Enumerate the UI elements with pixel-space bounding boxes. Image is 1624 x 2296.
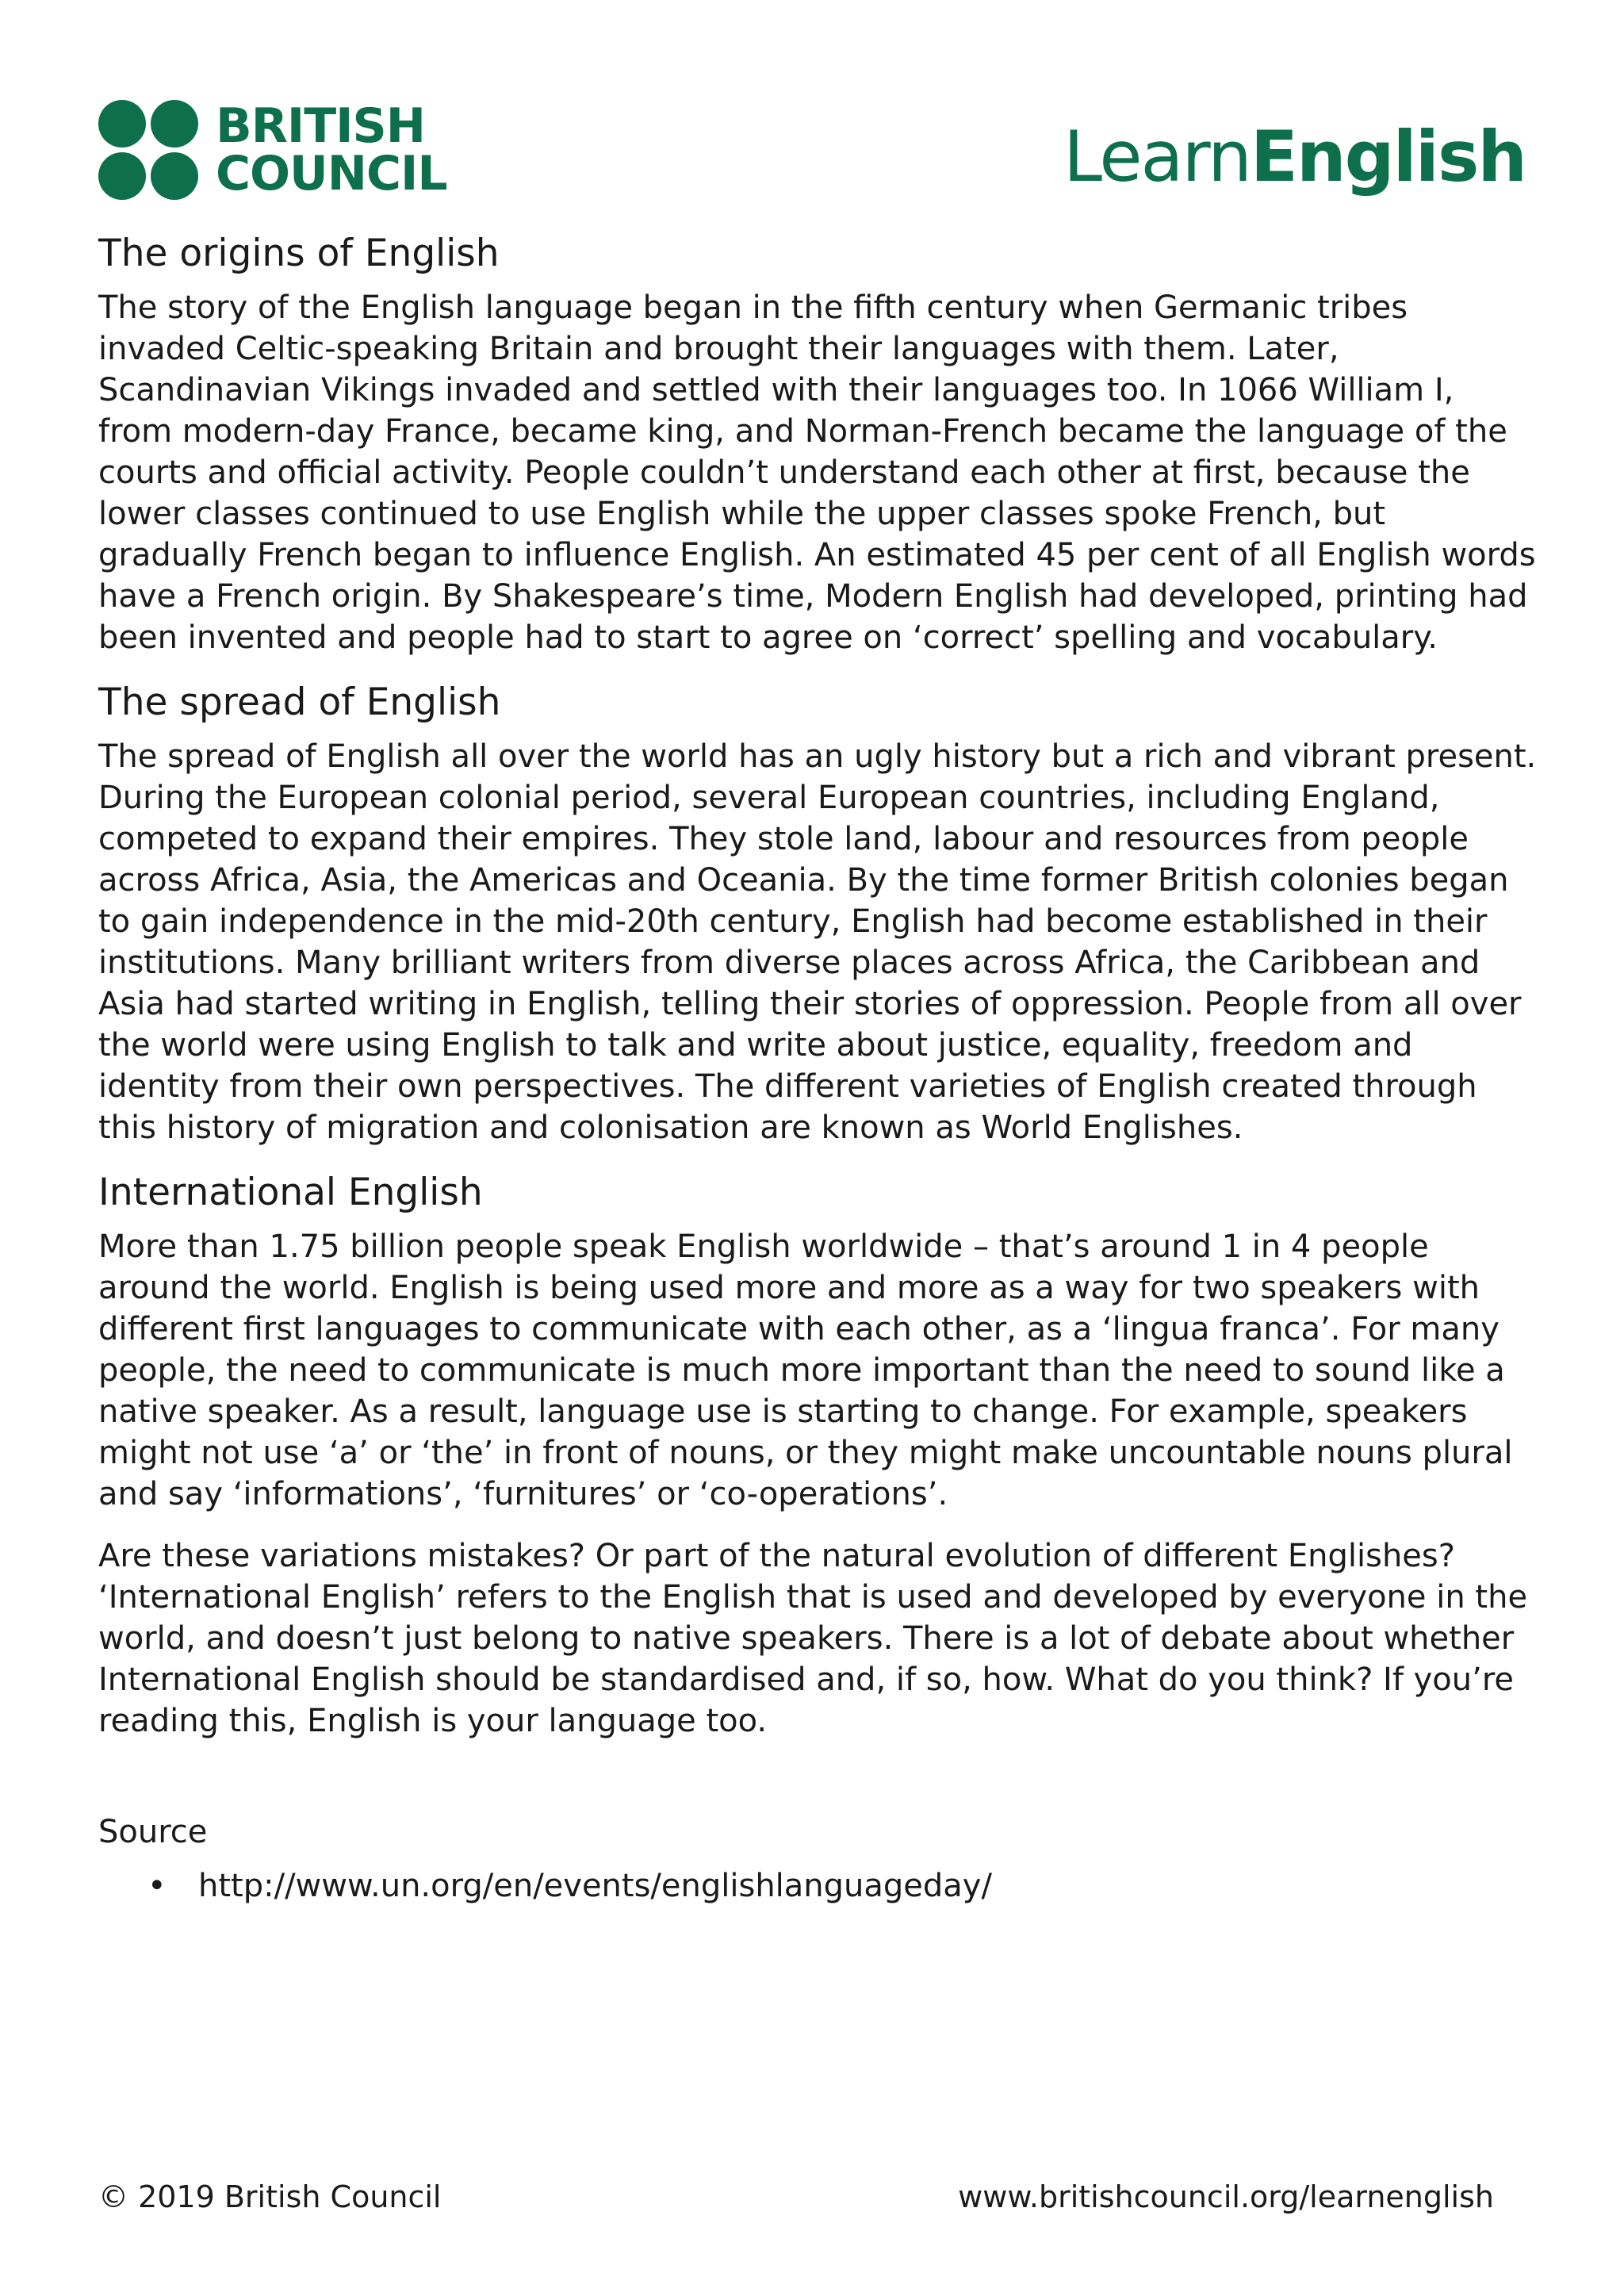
section-heading: The spread of English <box>98 680 501 724</box>
paragraph: More than 1.75 billion people speak English worldwide – that’s around 1 in 4 people around the world. English is being used more and more as a way for two speakers with different first languages to communicate with each other, as a ‘lingua franca’. For many people, the need to communicate is much more important than the need to sound like a native speaker. As a result, language use is starting to change. For example, speakers might not use ‘a’ or ‘the’ in front of nouns, or they might make uncountable nouns plural and say ‘informations’, ‘furnitures’ or ‘co-operations’. <box>98 1228 1513 1512</box>
section-origins <box>98 230 1538 658</box>
copyright-text: © 2019 British Council <box>98 2179 442 2214</box>
footer-url-link[interactable]: www.britishcouncil.org/learnenglish <box>958 2179 1494 2214</box>
section-heading: International English <box>98 1171 483 1214</box>
source-list <box>98 1865 1538 1907</box>
paragraph: The story of the English language began in the fifth century when Germanic tribes invaded Celtic-speaking Britain and brought their languages with them. Later, Scandinavian Vikings invaded and settled with their languages too. In 1066 William I, from modern-day France, became king, and Norman-French became the language of the courts and official activity. People couldn’t understand each other at first, because the lower classes continued to use English while the upper classes spoke French, but gradually French began to influence English. An estimated 45 per cent of all English words have a French origin. By Shakespeare’s time, Modern English had developed, printing had been invented and people had to start to agree on ‘correct’ spelling and vocabulary. <box>98 289 1536 656</box>
section-spread <box>98 679 1538 1148</box>
le-logo-light: Learn <box>1063 116 1251 197</box>
section-heading: The origins of English <box>98 232 500 275</box>
page-header <box>98 98 1526 201</box>
paragraph: Are these variations mistakes? Or part of the natural evolution of different Englishes? ‘International English’ refers to the English that is used and developed by everyone in the world, and doesn’t just belong to native speakers. There is a lot of debate about whether International English should be standardised and, if so, how. What do you think? If you’re reading this, English is your language too. <box>98 1538 1528 1739</box>
learnenglish-logo <box>1063 116 1526 197</box>
section-international <box>98 1169 1538 1742</box>
source-link[interactable]: • http://www.un.org/en/events/englishlanguageday/ <box>98 1865 1538 1907</box>
source-label: Source <box>98 1814 208 1850</box>
le-logo-bold: English <box>1250 116 1526 197</box>
article-content <box>98 230 1538 1907</box>
bc-logo-line2: COUNCIL <box>216 146 447 201</box>
logo-dots-icon <box>98 100 198 200</box>
british-council-wordmark <box>216 98 447 201</box>
bc-logo-line1: BRITISH <box>216 98 425 154</box>
paragraph: The spread of English all over the world has an ugly history but a rich and vibrant present. During the European colonial period, several European countries, including England, competed to expand their empires. They stole land, labour and resources from people across Africa, Asia, the Americas and Oceania. By the time former British colonies began to gain independence in the mid-20th century, English had become established in their institutions. Many brilliant writers from diverse places across Africa, the Caribbean and Asia had started writing in English, telling their stories of oppression. People from all over the world were using English to talk and write about justice, equality, freedom and identity from their own perspectives. The different varieties of English created through this history of migration and colonisation are known as World Englishes. <box>98 738 1537 1146</box>
british-council-logo <box>98 98 447 201</box>
